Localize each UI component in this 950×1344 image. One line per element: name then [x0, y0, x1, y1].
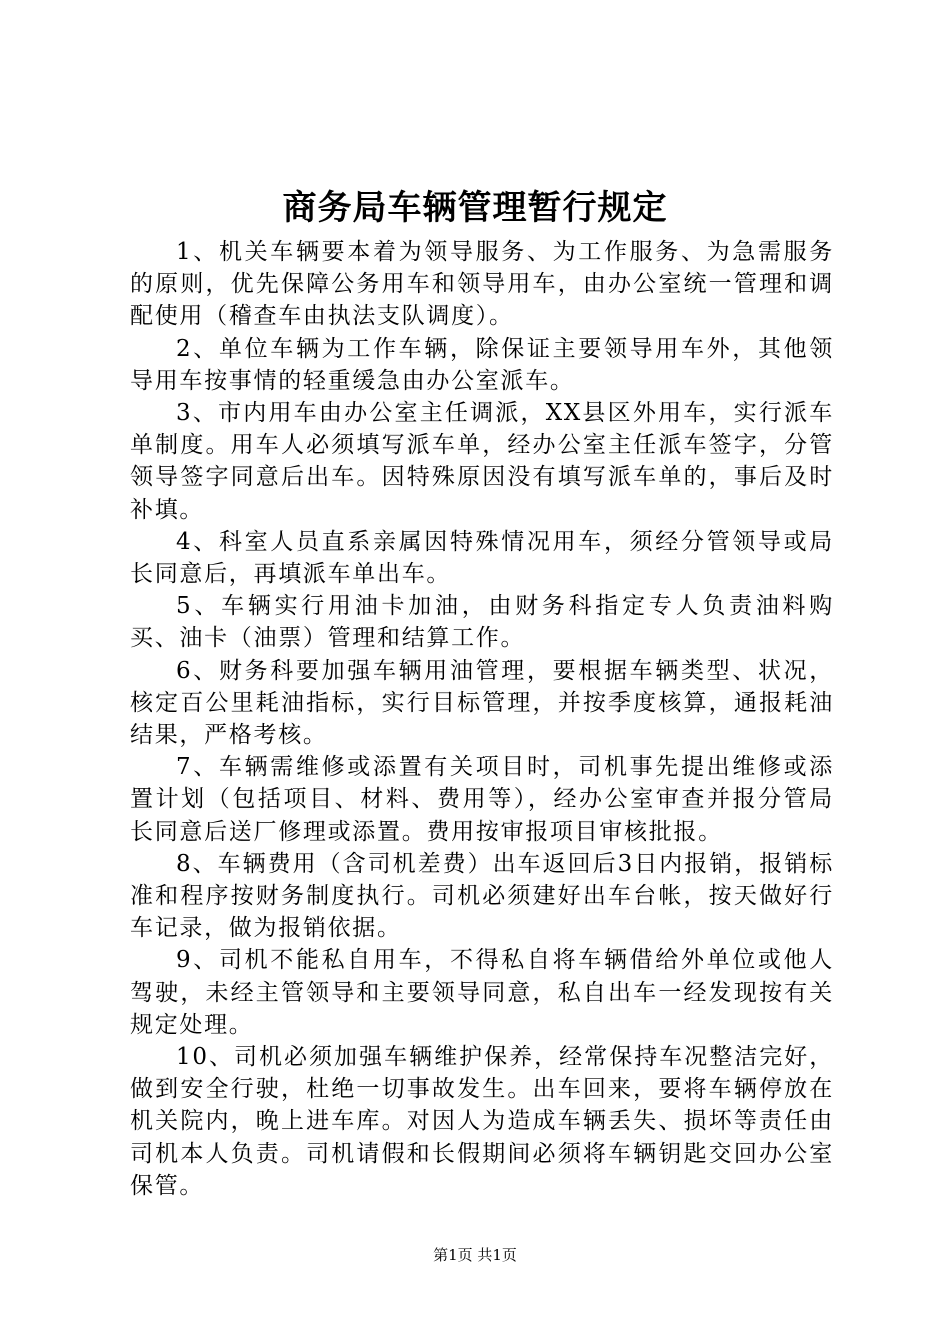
paragraph-2: 2、单位车辆为工作车辆，除保证主要领导用车外，其他领导用车按事情的轻重缓急由办公室派车。 — [130, 335, 834, 394]
page-footer: 第1页 共1页 — [433, 1246, 517, 1264]
paragraph-9: 9、司机不能私自用车，不得私自将车辆借给外单位或他人驾驶，未经主管领导和主要领导同意，私自出车一经发现按有关规定处理。 — [130, 947, 834, 1038]
paragraph-10: 10、司机必须加强车辆维护保养，经常保持车况整洁完好，做到安全行驶，杜绝一切事故发生。出车回来，要将车辆停放在机关院内，晚上进车库。对因人为造成车辆丢失、损坏等责任由司机本人负责。司机请假和长假期间必须将车辆钥匙交回办公室保管。 — [130, 1044, 834, 1199]
paragraph-1: 1、机关车辆要本着为领导服务、为工作服务、为急需服务的原则，优先保障公务用车和领导用车，由办公室统一管理和调配使用（稽查车由执法支队调度）。 — [130, 239, 834, 330]
paragraph-5: 5、车辆实行用油卡加油，由财务科指定专人负责油料购买、油卡（油票）管理和结算工作。 — [130, 593, 834, 652]
paragraph-8: 8、车辆费用（含司机差费）出车返回后3日内报销，报销标准和程序按财务制度执行。司机必须建好出车台帐，按天做好行车记录，做为报销依据。 — [130, 850, 834, 942]
paragraph-3: 3、市内用车由办公室主任调派，XX县区外用车，实行派车单制度。用车人必须填写派车单，经办公室主任派车签字，分管领导签字同意后出车。因特殊原因没有填写派车单的，事后及时补填。 — [130, 400, 834, 523]
paragraph-7: 7、车辆需维修或添置有关项目时，司机事先提出维修或添置计划（包括项目、材料、费用等），经办公室审查并报分管局长同意后送厂修理或添置。费用按审报项目审核批报。 — [130, 754, 834, 845]
document-title: 商务局车辆管理暂行规定 — [282, 188, 668, 228]
paragraph-4: 4、科室人员直系亲属因特殊情况用车，须经分管领导或局长同意后，再填派车单出车。 — [130, 528, 834, 588]
document-body — [130, 236, 834, 1202]
paragraph-6: 6、财务科要加强车辆用油管理，要根据车辆类型、状况，核定百公里耗油指标，实行目标管理，并按季度核算，通报耗油结果，严格考核。 — [130, 657, 834, 749]
